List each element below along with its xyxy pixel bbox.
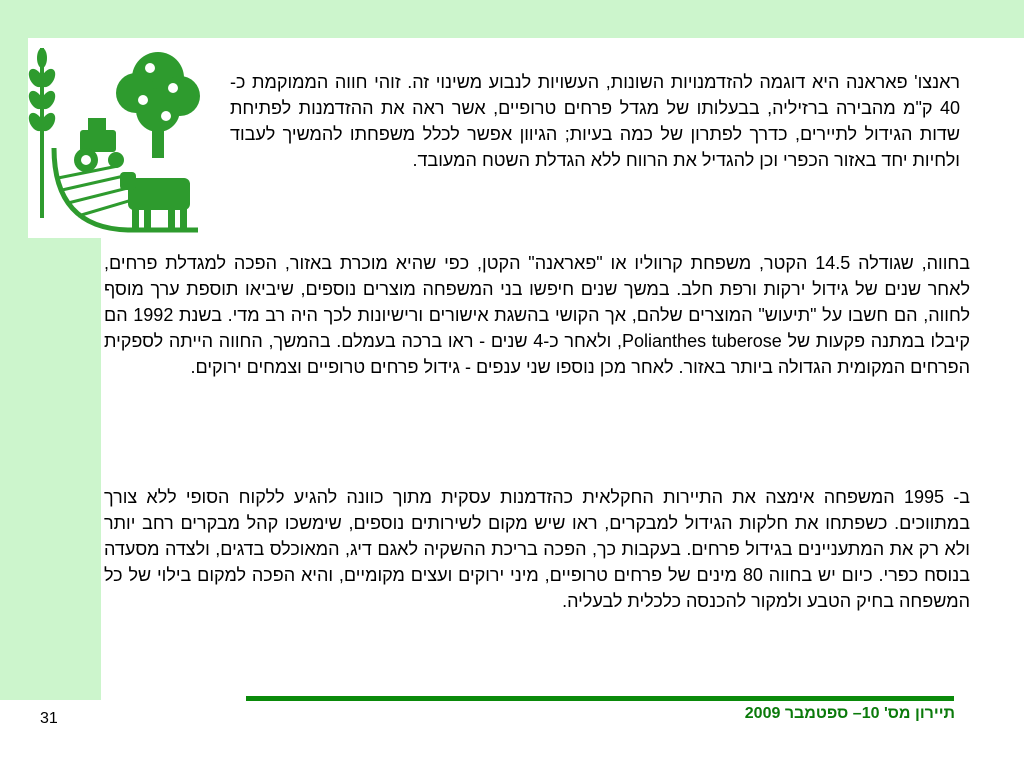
footer-issue-label: תיירון מס' 10– ספטמבר 2009: [744, 705, 955, 722]
page-number: 31: [40, 710, 58, 727]
paragraph-intro: ראנצו' פאראנה היא דוגמה להזדמנויות השונות, העשויות לנבוע משינוי זה. זוהי חווה הממוקמת כ- 40 ק"מ מהבירה ברזיליה, בבעלותו של מגדל פרחים טרופיים, אשר ראה את ההזדמנות לפתיחת שדות הגידול לתיירים, כדרך לפתרון של כמה בעיות; הגיוון אפשר לכלל משפחתו להמשיך לעבוד ולחיות יחד באזור הכפרי וכן להגדיל את הרווח ללא הגדלת השטח המעובד.: [230, 72, 960, 170]
top-decor-band: [101, 0, 1024, 38]
footer-divider: [246, 696, 954, 701]
paragraph-farm-history: בחווה, שגודלה 14.5 הקטר, משפחת קרווליו או "פאראנה" הקטן, כפי שהיא מוכרת באזור, הפכה למגדלת פרחים, לאחר שנים של גידול ירקות ורפת חלב. במשך שנים חיפשו בני המשפחה מוצרים נוספים, שיביאו תוספת ערך מוסף לחווה, הם חשבו על "תיעוש" המוצרים שלהם, אך הקושי בהשגת אישורים ורישיונות לכך היה רב מדי. בשנת 1992 הם קיבלו במתנה פקעות של Polianthes tuberose, ולאחר כ-4 שנים - ראו ברכה בעמלם. בהמשך, החווה הייתה לספקית הפרחים המקומית הגדולה ביותר באזור. לאחר מכן נוספו שני ענפים - גידול פרחים טרופיים וצמחים ירוקים.: [104, 253, 970, 377]
paragraph-agritourism: ב- 1995 המשפחה אימצה את התיירות החקלאית כהזדמנות עסקית מתוך כוונה להגיע ללקוח הסופי ללא צורך במתווכים. כשפתחו את חלקות הגידול למבקרים, ראו שיש מקום לשירותים נוספים, שימשכו קהל מבקרים רחב יותר ולא רק את המתעניינים בגידול פרחים. בעקבות כך, הפכה בריכת ההשקיה לאגם דיג, המאוכלס בדגים, ולצדה מסעדה בנוסח כפרי. כיום יש בחווה 80 מינים של פרחים טרופיים, מיני ירוקים ועצים מקומיים, והיא הפכה למקום בילוי של כל המשפחה בחיק הטבע ולמקור להכנסה כלכלית לבעליה.: [104, 487, 971, 611]
agriculture-logo-icon: [28, 38, 204, 238]
